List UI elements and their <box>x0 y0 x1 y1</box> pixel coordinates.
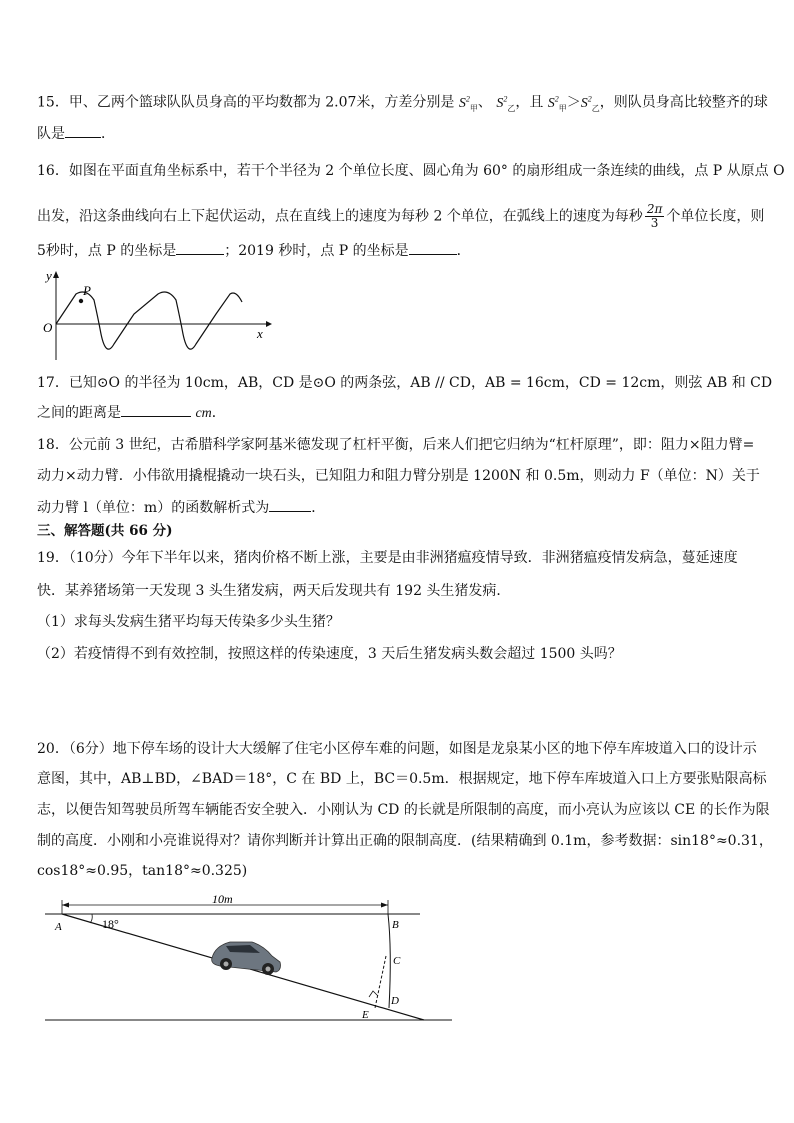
q18-line3 <box>37 498 325 517</box>
q18-line1 <box>37 436 754 454</box>
q20-text5: cos18°≈0.95，tan18°≈0.325) <box>37 863 248 879</box>
variance-jia: $S^2_甲$ <box>458 94 478 113</box>
variance-yi-2: $S^2_乙$ <box>580 94 600 113</box>
q18-text2: 动力×动力臂．小伟欲用撬棍撬动一块石头，已知阻力和阻力臂分别是 1200N 和 0.5m，则动力 F（单位：N）关于 <box>37 468 760 484</box>
q16-text3a: 5秒时，点 P 的坐标是 <box>37 243 177 259</box>
angle-label: 18° <box>102 917 119 931</box>
q18-text1: 18．公元前 3 世纪，古希腊科学家阿基米德发现了杠杆平衡，后来人们把它归纳为“杠杆原理”，即：阻力×阻力臂= <box>37 437 755 453</box>
dist-label: 10m <box>212 892 233 906</box>
car-icon <box>212 942 281 975</box>
answer-blank[interactable] <box>409 241 457 255</box>
q15-sep: 、 <box>477 94 492 111</box>
q15-text: 15．甲、乙两个篮球队队员身高的平均数都为 2.07米，方差分别是 <box>37 94 455 111</box>
fraction-2pi-3: $\frac{2\pi}{3}$ <box>646 202 663 230</box>
ce-line <box>375 956 386 1008</box>
dim-arrow-right <box>381 903 388 908</box>
angle-arc <box>90 914 92 923</box>
wave-graph <box>36 268 272 364</box>
origin-label: O <box>43 320 53 335</box>
q19-sub1: （1）求每头发病生猪平均每天传染多少头生猪？ <box>37 614 340 630</box>
q15-cond: ，且 <box>515 94 544 111</box>
label-c: C <box>393 955 401 967</box>
q16-line1 <box>37 162 785 180</box>
gt-sign: ＞ <box>566 94 581 111</box>
q17-text1: 17．已知⊙O 的半径为 10cm，AB，CD 是⊙O 的两条弦，AB // CD，AB = 16cm，CD = 12cm，则弦 AB 和 CD <box>37 375 773 391</box>
q20-line4 <box>37 832 773 850</box>
x-label: x <box>257 326 263 341</box>
q19-line1 <box>37 549 738 567</box>
q20-line5 <box>37 862 247 880</box>
q20-text4: 制的高度．小刚和小亮谁说得对？请你判断并计算出正确的限制高度．(结果精确到 0.1m，参考数据：sin18°≈0.31， <box>37 833 773 849</box>
dim-arrow-left <box>62 903 69 908</box>
q17-line2 <box>37 403 226 423</box>
q20-text1: 20．（6分）地下停车场的设计大大缓解了住宅小区停车难的问题，如图是龙泉某小区的地下停车库坡道入口的设计示 <box>37 741 757 757</box>
q16-text3b: ；2019 秒时，点 P 的坐标是 <box>224 243 409 259</box>
q16-text2a: 出发，沿这条曲线向右上下起伏运动，点在直线上的速度为每秒 2 个单位，在弧线上的速度为每秒 <box>37 208 643 225</box>
q16-line2 <box>37 203 764 230</box>
q17-period: ． <box>211 405 226 421</box>
label-a: A <box>55 921 62 933</box>
q19-text1: 19．（10分）今年下半年以来，猪肉价格不断上涨，主要是由非洲猪瘟疫情导致．非洲猪瘟疫情发病急，蔓延速度 <box>37 550 738 566</box>
x-axis-arrow <box>266 321 272 327</box>
ramp-figure <box>40 890 460 1030</box>
section-heading: 三、解答题(共 66 分) <box>37 523 173 539</box>
right-angle-mark <box>369 991 378 997</box>
q20-line3 <box>37 801 770 819</box>
bd-line <box>388 914 390 1008</box>
q18-text3: 动力臂 l（单位：m）的函数解析式为 <box>37 500 270 516</box>
q15-period: ． <box>101 126 115 142</box>
point-p <box>79 299 83 303</box>
unit-cm: cm <box>195 406 212 421</box>
q16-period: ． <box>456 243 471 259</box>
wave-curve <box>56 292 242 349</box>
label-d: D <box>391 995 399 1007</box>
q17-line1 <box>37 374 772 392</box>
q16-text1: 16．如图在平面直角坐标系中，若干个半径为 2 个单位长度、圆心角为 60° 的扇形组成一条连续的曲线，点 P 从原点 O <box>37 163 785 179</box>
q16-line3 <box>37 241 471 260</box>
variance-yi: $S^2_乙$ <box>496 94 516 113</box>
answer-blank[interactable] <box>176 241 224 255</box>
q20-text2: 意图，其中，AB⊥BD，∠BAD＝18°，C 在 BD 上，BC＝0.5m．根据规定，地下停车库坡道入口上方要张贴限高标 <box>37 771 767 787</box>
label-e: E <box>362 1009 369 1021</box>
q15-text2: 队是 <box>37 126 65 142</box>
label-b: B <box>392 919 399 931</box>
q19-text2: 快．某养猪场第一天发现 3 头生猪发病，两天后发现共有 192 头生猪发病． <box>37 583 511 599</box>
q17-text2: 之间的距离是 <box>37 405 121 421</box>
y-label: y <box>46 268 52 283</box>
answer-blank[interactable] <box>121 403 191 417</box>
q15-line2 <box>37 124 115 143</box>
q16-text2b: 个单位长度，则 <box>666 208 765 225</box>
q18-line2 <box>37 467 760 485</box>
q18-period: ． <box>311 500 326 516</box>
p-label: P <box>83 283 91 298</box>
q20-text3: 志，以便告知驾驶员所驾车辆能否安全驶入．小刚认为 CD 的长就是所限制的高度，而小亮认为应该以 CE 的长作为限 <box>37 802 770 818</box>
answer-blank[interactable] <box>269 498 311 512</box>
q19-line2 <box>37 582 510 600</box>
q15-end: ，则队员身高比较整齐的球 <box>599 94 768 111</box>
q15-line1 <box>37 90 768 117</box>
q20-line1 <box>37 740 757 758</box>
q19-sub2: （2）若疫情得不到有效控制，按照这样的传染速度，3 天后生猪发病头数会超过 1500 头吗？ <box>37 646 622 662</box>
answer-blank[interactable] <box>65 124 101 138</box>
q20-line2 <box>37 770 767 788</box>
variance-jia-2: $S^2_甲$ <box>547 94 567 113</box>
y-axis-arrow <box>53 271 59 278</box>
